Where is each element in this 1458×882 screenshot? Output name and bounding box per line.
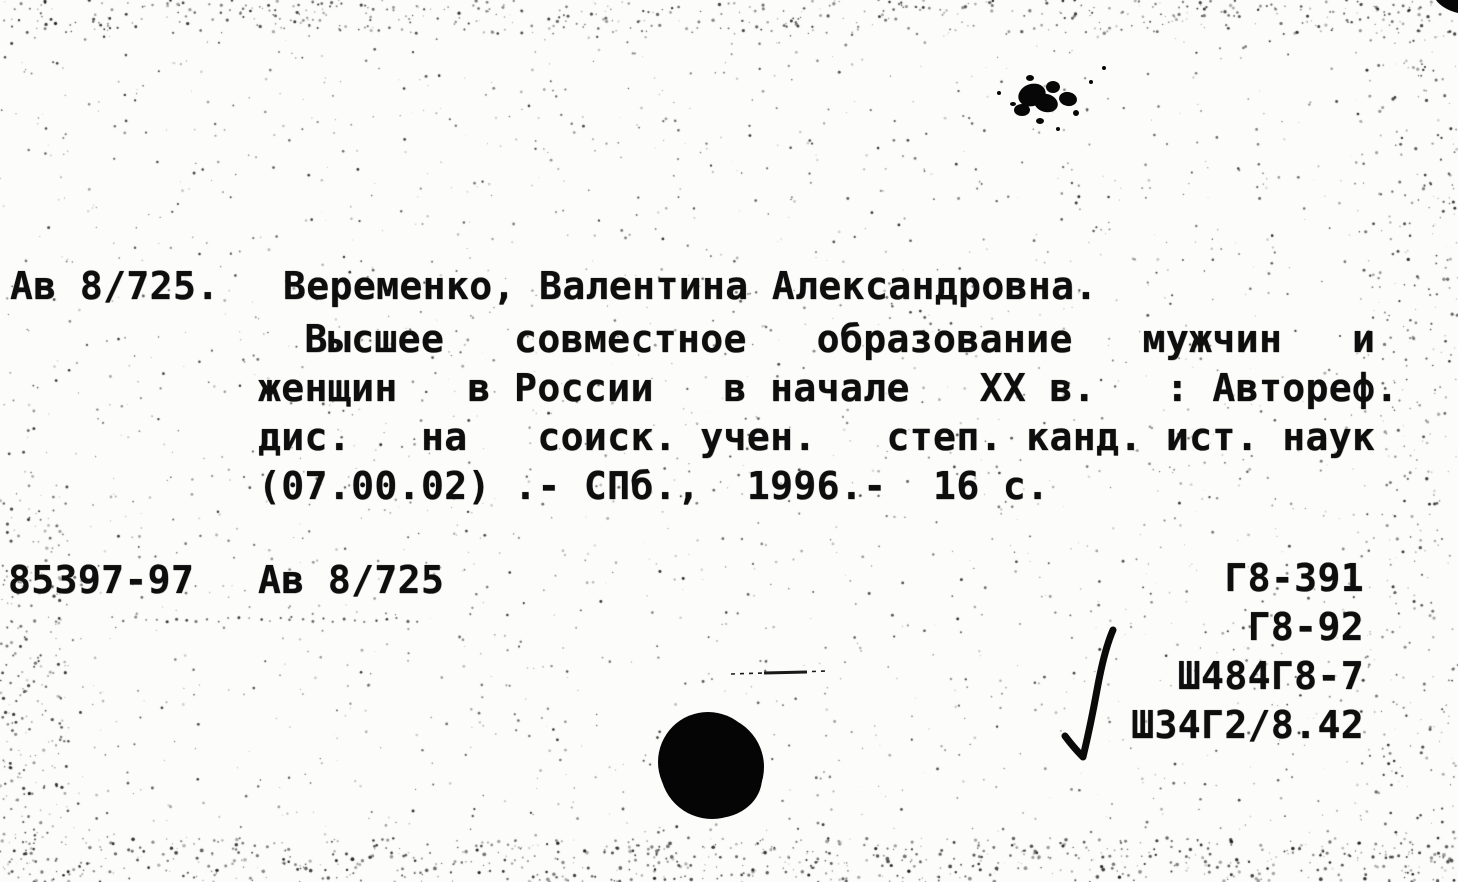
ink-smudge <box>997 66 1106 131</box>
title-line: Высшее совместное образование мужчин и <box>258 317 1376 361</box>
classification-code: Ш34Г2/8.42 <box>1131 703 1364 747</box>
title-line: женщин в России в начале XX в. : Автореф. <box>258 366 1399 410</box>
title-line: дис. на соиск. учен. степ. канд. ист. наук <box>258 415 1376 459</box>
author-name: Веременко, Валентина Александровна. <box>283 264 1098 308</box>
classification-code: Г8-391 <box>1224 556 1364 600</box>
accession-number: 85397-97 <box>8 558 195 602</box>
classification-code: Ш484Г8-7 <box>1177 654 1364 698</box>
classification-code: Г8-92 <box>1247 605 1364 649</box>
checkmark <box>1083 672 1101 757</box>
title-line: (07.00.02) .- СПб., 1996.- 16 с. <box>258 464 1050 508</box>
shelf-mark-bottom: Ав 8/725 <box>258 558 445 602</box>
corner-ink-mark <box>1436 0 1458 13</box>
shelf-mark-top: Ав 8/725. <box>10 264 220 308</box>
punch-hole <box>658 712 764 819</box>
pencil-dash <box>731 671 828 674</box>
